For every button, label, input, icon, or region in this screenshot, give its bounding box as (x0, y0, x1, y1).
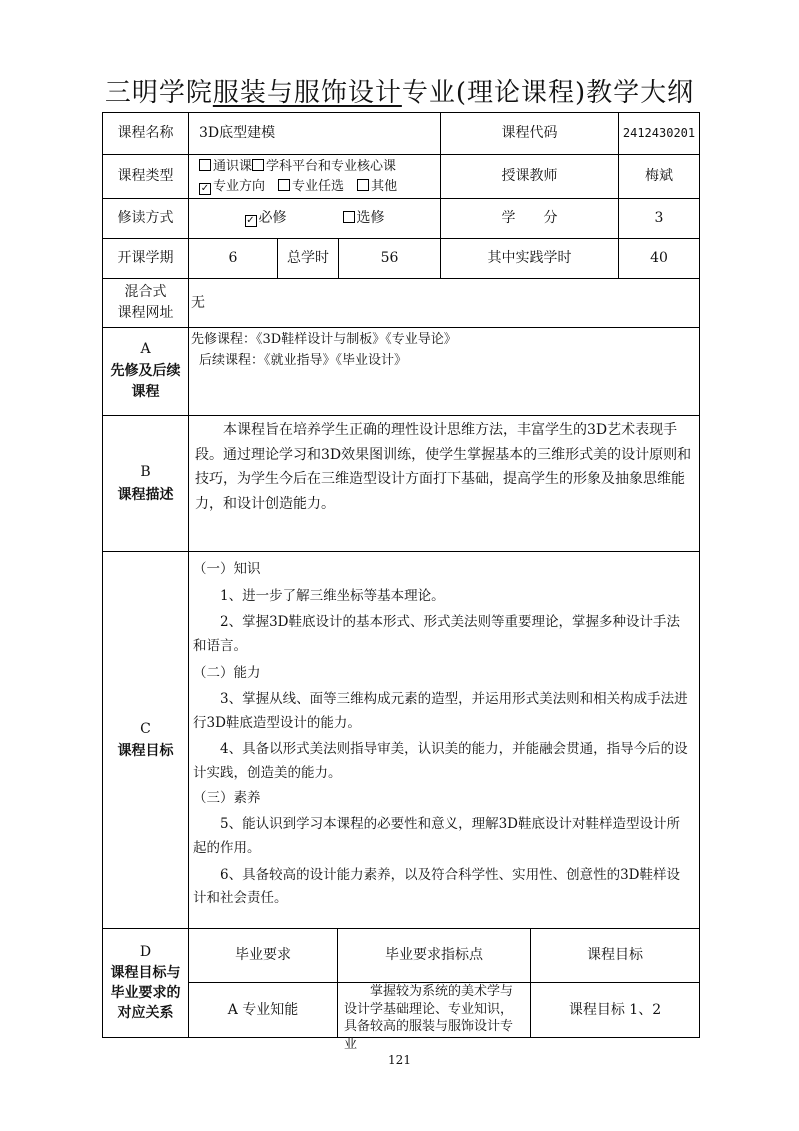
course-code-value: 2412430201 (618, 112, 700, 155)
section-b-label: B 课程描述 (102, 415, 189, 552)
teacher-value: 梅斌 (618, 154, 700, 199)
subheading-quality: （三）素养 (193, 789, 261, 806)
course-url-value: 无 (188, 278, 700, 328)
practice-hours-value: 40 (618, 238, 700, 279)
course-type-label: 课程类型 (102, 154, 189, 199)
term-value: 6 (188, 238, 278, 279)
practice-hours-label: 其中实践学时 (440, 238, 619, 279)
checkbox-icon (199, 159, 211, 171)
table-cell-course-objective: 课程目标 1、2 (530, 982, 700, 1038)
checkbox-checked-icon: ✓ (246, 215, 255, 227)
page-number: 121 (388, 1053, 411, 1067)
checkbox-checked-icon: ✓ (200, 182, 210, 194)
section-b-content: 本课程旨在培养学生正确的理性设计思维方法，丰富学生的3D艺术表现手段。通过理论学习和3D效果图训练，使学生掌握基本的三维形式美的设计原则和技巧，为学生今后在三维造型设计方面打下基础，提高学生的形象及抽象思维能力，和设计创造能力。 (188, 415, 700, 552)
table-header-graduation-req: 毕业要求 (188, 928, 338, 983)
section-c-content: （一）知识 1、进一步了解三维坐标等基本理论。 2、掌握3D鞋底设计的基本形式、形式美法则等重要理论，掌握多种设计手法和语言。 （二）能力 3、掌握从线、面等三维构成元素的造型，并运用形式美法则和相关构成手法进行3D鞋底造型设计的能力。 4、具备以形式美法则指导审美，认识美的能力，并能融会贯通，指导今后的设计实践，创造美的能力。 （三）素养 5、能认识到学习本课程的必要性和意义，理解3D鞋底设计对鞋样造型设计所起的作用。 6、具备较高的设计能力素养，以及符合科学性、实用性、创意性的3D鞋样设计和社会责任。 (188, 551, 700, 929)
course-type-options: 通识课 学科平台和专业核心课 ✓ 专业方向 专业任选 其他 (188, 154, 441, 199)
study-mode-label: 修读方式 (102, 198, 189, 239)
table-header-course-objective: 课程目标 (530, 928, 700, 983)
checkbox-icon (278, 179, 290, 191)
course-url-label: 混合式 课程网址 (102, 278, 189, 328)
teacher-label: 授课教师 (440, 154, 619, 199)
table-header-indicator: 毕业要求指标点 (337, 928, 531, 983)
subheading-knowledge: （一）知识 (193, 561, 261, 577)
table-cell-indicator: 掌握较为系统的美术学与设计学基础理论、专业知识，具备较高的服装与服饰设计专业 (337, 982, 531, 1038)
study-mode-options: ✓ 必修 选修 (188, 198, 441, 239)
page-title: 三明学院服装与服饰设计专业(理论课程)教学大纲 (104, 78, 695, 108)
total-hours-label: 总学时 (277, 238, 339, 279)
term-label: 开课学期 (102, 238, 189, 279)
course-code-label: 课程代码 (440, 112, 619, 155)
course-name-label: 课程名称 (102, 112, 189, 155)
checkbox-icon (357, 179, 369, 191)
subheading-ability: （二）能力 (193, 664, 261, 681)
total-hours-value: 56 (338, 238, 441, 279)
course-name-value: 3D底型建模 (188, 112, 441, 155)
credit-value: 3 (618, 198, 700, 239)
section-c-label: C 课程目标 (102, 551, 189, 929)
checkbox-icon (252, 159, 264, 171)
credit-label: 学 分 (440, 198, 619, 239)
checkbox-icon (343, 211, 355, 223)
section-a-label: A 先修及后续 课程 (102, 327, 189, 416)
section-d-label: D 课程目标与 毕业要求的 对应关系 (102, 928, 189, 1038)
section-a-content: 先修课程：《3D鞋样设计与制板》《专业导论》 后续课程：《就业指导》《毕业设计》 (188, 327, 700, 416)
table-cell-graduation-req: A 专业知能 (188, 982, 338, 1038)
